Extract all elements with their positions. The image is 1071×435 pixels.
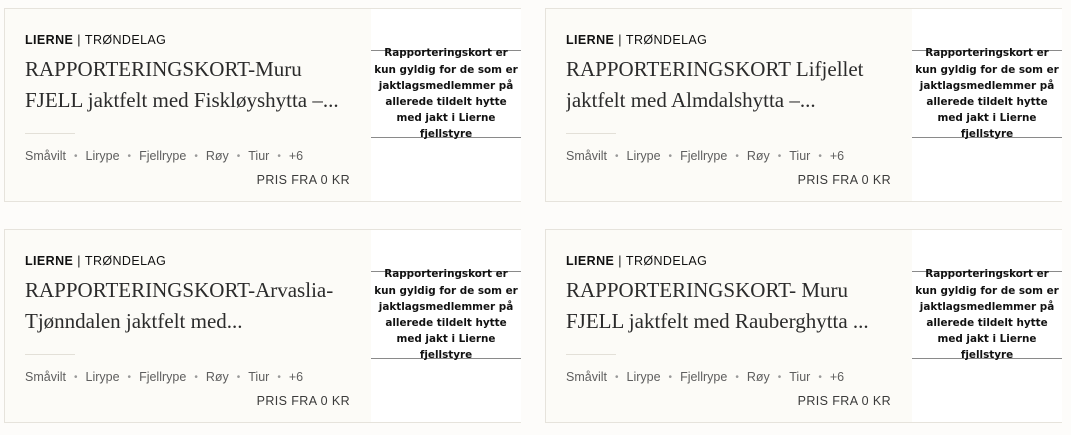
- species-tag: Småvilt: [566, 370, 607, 384]
- bullet-separator: •: [818, 372, 822, 383]
- location-separator: |: [618, 33, 622, 47]
- species-tag: Tiur: [789, 149, 811, 163]
- hunting-card[interactable]: [545, 229, 1062, 423]
- card-thumbnail[interactable]: [371, 230, 521, 422]
- card-title-line: RAPPORTERINGSKORT-Arvaslia-: [25, 278, 334, 302]
- card-location: [566, 254, 707, 268]
- bullet-separator: •: [277, 372, 281, 383]
- species-tag: Røy: [205, 370, 229, 384]
- thumbnail-notice-box: [912, 268, 1062, 362]
- card-title-line: RAPPORTERINGSKORT-Muru: [25, 57, 302, 81]
- bullet-separator: •: [777, 151, 782, 162]
- card-title[interactable]: [25, 54, 360, 116]
- species-tag: Småvilt: [566, 149, 607, 163]
- species-tag: Røy: [205, 149, 229, 163]
- card-divider: [25, 354, 75, 355]
- card-price: PRIS FRA 0 KR: [256, 173, 350, 187]
- bullet-separator: •: [236, 151, 241, 162]
- location-county: TRØNDELAG: [84, 254, 167, 268]
- bullet-separator: •: [194, 151, 198, 162]
- card-title-line: FJELL jaktfelt med Fiskløyshytta –...: [25, 88, 339, 112]
- species-tag: Tiur: [248, 149, 270, 163]
- card-title-line: RAPPORTERINGSKORT- Muru: [566, 278, 848, 302]
- species-tag: Fjellrype: [680, 370, 728, 384]
- bullet-separator: •: [73, 372, 78, 383]
- thumbnail-notice-box: [912, 47, 1062, 141]
- card-price: PRIS FRA 0 KR: [256, 394, 350, 408]
- bullet-separator: •: [777, 372, 782, 383]
- bullet-separator: •: [127, 151, 132, 162]
- species-list: [566, 149, 844, 163]
- location-municipality: LIERNE: [25, 33, 74, 47]
- species-more-count: +6: [288, 149, 304, 163]
- species-tag: Lirype: [85, 149, 120, 163]
- bullet-separator: •: [614, 151, 619, 162]
- species-more-count: +6: [288, 370, 304, 384]
- species-tag: Fjellrype: [680, 149, 728, 163]
- location-separator: |: [77, 254, 81, 268]
- card-title[interactable]: [566, 54, 901, 116]
- bullet-separator: •: [236, 372, 241, 383]
- hunting-card[interactable]: [4, 8, 521, 202]
- bullet-separator: •: [668, 151, 673, 162]
- thumbnail-notice-text: Rapporteringskort er kun gyldig for de som er jaktlagsmedlemmer på allerede tildelt hytte med jakt i Lierne fjellstyre: [915, 268, 1059, 362]
- card-title-line: Tjønndalen jaktfelt med...: [25, 309, 243, 333]
- bullet-separator: •: [735, 372, 739, 383]
- bullet-separator: •: [735, 151, 739, 162]
- species-tag: Småvilt: [25, 370, 66, 384]
- thumbnail-notice-text: Rapporteringskort er kun gyldig for de som er jaktlagsmedlemmer på allerede tildelt hytte med jakt i Lierne fjellstyre: [374, 47, 518, 141]
- species-tag: Tiur: [789, 370, 811, 384]
- species-tag: Småvilt: [25, 149, 66, 163]
- hunting-card[interactable]: [4, 229, 521, 423]
- location-municipality: LIERNE: [566, 254, 615, 268]
- species-list: [566, 370, 844, 384]
- location-county: TRØNDELAG: [625, 33, 708, 47]
- bullet-separator: •: [73, 151, 78, 162]
- thumbnail-notice-box: [371, 47, 521, 141]
- species-more-count: +6: [829, 149, 845, 163]
- card-title-line: RAPPORTERINGSKORT Lifjellet: [566, 57, 864, 81]
- card-title-line: FJELL jaktfelt med Rauberghytta ...: [566, 309, 869, 333]
- bullet-separator: •: [614, 372, 619, 383]
- species-tag: Røy: [746, 370, 770, 384]
- thumbnail-notice-box: [371, 268, 521, 362]
- species-tag: Fjellrype: [139, 370, 187, 384]
- location-municipality: LIERNE: [566, 33, 615, 47]
- species-tag: Tiur: [248, 370, 270, 384]
- card-divider: [566, 354, 616, 355]
- card-title[interactable]: [25, 275, 360, 337]
- species-list: [25, 370, 303, 384]
- location-separator: |: [77, 33, 81, 47]
- card-location: [25, 33, 166, 47]
- species-tag: Lirype: [626, 370, 661, 384]
- bullet-separator: •: [668, 372, 673, 383]
- thumbnail-notice-text: Rapporteringskort er kun gyldig for de som er jaktlagsmedlemmer på allerede tildelt hytte med jakt i Lierne fjellstyre: [374, 268, 518, 362]
- location-municipality: LIERNE: [25, 254, 74, 268]
- bullet-separator: •: [127, 372, 132, 383]
- card-thumbnail[interactable]: [912, 9, 1062, 201]
- card-thumbnail[interactable]: [912, 230, 1062, 422]
- card-divider: [25, 133, 75, 134]
- card-price: PRIS FRA 0 KR: [797, 173, 891, 187]
- card-title[interactable]: [566, 275, 901, 337]
- species-tag: Røy: [746, 149, 770, 163]
- location-county: TRØNDELAG: [625, 254, 708, 268]
- card-divider: [566, 133, 616, 134]
- species-tag: Fjellrype: [139, 149, 187, 163]
- species-tag: Lirype: [85, 370, 120, 384]
- card-title-line: jaktfelt med Almdalshytta –...: [566, 88, 816, 112]
- species-more-count: +6: [829, 370, 845, 384]
- species-tag: Lirype: [626, 149, 661, 163]
- species-list: [25, 149, 303, 163]
- card-price: PRIS FRA 0 KR: [797, 394, 891, 408]
- thumbnail-notice-text: Rapporteringskort er kun gyldig for de som er jaktlagsmedlemmer på allerede tildelt hytte med jakt i Lierne fjellstyre: [915, 47, 1059, 141]
- bullet-separator: •: [277, 151, 281, 162]
- location-county: TRØNDELAG: [84, 33, 167, 47]
- card-thumbnail[interactable]: [371, 9, 521, 201]
- hunting-card[interactable]: [545, 8, 1062, 202]
- card-location: [566, 33, 707, 47]
- bullet-separator: •: [194, 372, 198, 383]
- card-location: [25, 254, 166, 268]
- bullet-separator: •: [818, 151, 822, 162]
- location-separator: |: [618, 254, 622, 268]
